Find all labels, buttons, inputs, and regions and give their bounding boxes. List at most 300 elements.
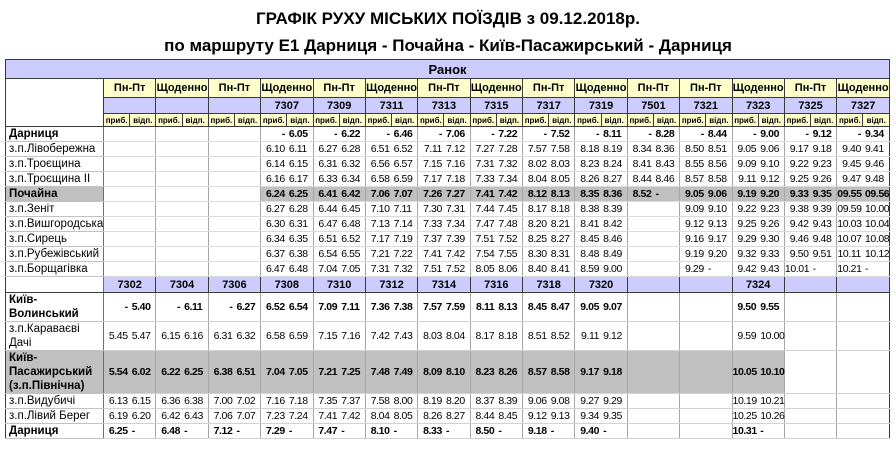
arrive-time-cell	[208, 127, 234, 142]
arrive-time-cell: 7.41	[470, 187, 496, 202]
schedule-type-cell: Пн-Пт	[313, 79, 365, 98]
arrive-time-cell: 5.54	[104, 351, 130, 394]
arrive-label: приб.	[837, 114, 863, 127]
arrive-time-cell	[104, 217, 130, 232]
train-number-cell	[784, 277, 836, 293]
depart-time-cell: -	[549, 424, 575, 439]
arrive-time-cell: 8.17	[523, 202, 549, 217]
train-number-cell: 7323	[732, 98, 784, 114]
arrive-time-cell	[680, 409, 706, 424]
arrive-time-cell: 6.51	[365, 142, 391, 157]
depart-time-cell: 7.22	[496, 127, 522, 142]
arrive-time-cell: -	[680, 127, 706, 142]
arrive-label: приб.	[732, 114, 758, 127]
arrive-time-cell	[156, 232, 182, 247]
arrive-time-cell: 9.34	[575, 409, 601, 424]
arrive-time-cell: -	[418, 127, 444, 142]
depart-time-cell	[653, 247, 679, 262]
arrive-label: приб.	[470, 114, 496, 127]
depart-time-cell: 7.37	[339, 394, 365, 409]
depart-time-cell	[811, 394, 837, 409]
depart-time-cell: 6.28	[339, 142, 365, 157]
arrive-time-cell	[680, 424, 706, 439]
depart-time-cell	[706, 394, 732, 409]
depart-time-cell	[234, 172, 260, 187]
depart-time-cell: 9.46	[863, 157, 890, 172]
depart-time-cell: 9.18	[811, 142, 837, 157]
arrive-time-cell: 8.52	[627, 187, 653, 202]
depart-time-cell: 6.42	[339, 187, 365, 202]
depart-time-cell	[130, 247, 156, 262]
arrive-time-cell: 9.29	[732, 232, 758, 247]
arrive-time-cell: 7.10	[365, 202, 391, 217]
schedule-type-cell: Щоденно	[261, 79, 313, 98]
arrive-time-cell	[104, 187, 130, 202]
depart-time-cell: 6.45	[339, 202, 365, 217]
arrive-time-cell: 7.57	[523, 142, 549, 157]
arrive-time-cell: 8.33	[418, 424, 444, 439]
arrive-time-cell: 9.25	[784, 172, 810, 187]
depart-time-cell: 8.27	[549, 232, 575, 247]
arrive-time-cell: 6.47	[313, 217, 339, 232]
arrive-time-cell: 8.35	[575, 187, 601, 202]
arrive-time-cell: 7.15	[418, 157, 444, 172]
depart-time-cell: 8.03	[549, 157, 575, 172]
arrive-time-cell	[208, 142, 234, 157]
arrive-time-cell	[837, 424, 863, 439]
arrive-time-cell: 9.09	[732, 157, 758, 172]
station-name-cell: Київ-Волинський	[6, 293, 104, 322]
arrive-time-cell: -	[261, 127, 287, 142]
arrive-time-cell: 6.58	[261, 322, 287, 351]
depart-time-cell: 7.12	[444, 142, 470, 157]
lower-section-rows	[6, 293, 890, 439]
station-row	[6, 394, 890, 409]
depart-time-cell	[182, 157, 208, 172]
arrive-time-cell	[837, 409, 863, 424]
schedule-type-cell: Щоденно	[732, 79, 784, 98]
depart-time-cell	[182, 202, 208, 217]
arrive-time-cell: -	[784, 127, 810, 142]
schedule-table-header	[6, 60, 890, 127]
depart-time-cell: 6.59	[287, 322, 313, 351]
arrive-time-cell: 6.14	[261, 157, 287, 172]
arrive-time-cell: 9.11	[732, 172, 758, 187]
depart-time-cell: 8.31	[549, 247, 575, 262]
arrive-label: приб.	[261, 114, 287, 127]
arrive-time-cell: 6.38	[208, 351, 234, 394]
page-title-block	[0, 5, 896, 59]
depart-time-cell: 8.13	[496, 293, 522, 322]
depart-time-cell: -	[339, 424, 365, 439]
train-number-cell: 7319	[575, 98, 627, 114]
station-row	[6, 127, 890, 142]
arrive-time-cell: 7.33	[418, 217, 444, 232]
depart-label: відп.	[549, 114, 575, 127]
arrive-time-cell: 9.22	[732, 202, 758, 217]
train-number-cell: 7309	[313, 98, 365, 114]
depart-time-cell: -	[811, 262, 837, 277]
depart-time-cell: 8.05	[392, 409, 418, 424]
arrive-time-cell: 8.40	[523, 262, 549, 277]
arrive-time-cell: 8.50	[470, 424, 496, 439]
depart-time-cell: 8.45	[496, 409, 522, 424]
depart-time-cell: 7.49	[392, 351, 418, 394]
arrive-time-cell	[837, 394, 863, 409]
arrive-time-cell: 8.12	[523, 187, 549, 202]
station-name-cell: Почайна	[6, 187, 104, 202]
arrive-time-cell: 7.44	[470, 202, 496, 217]
depart-time-cell	[863, 424, 890, 439]
arrive-time-cell: 9.42	[784, 217, 810, 232]
depart-time-cell: -	[130, 424, 156, 439]
depart-time-cell: 7.19	[392, 232, 418, 247]
arrive-time-cell: 9.12	[523, 409, 549, 424]
arrive-label: приб.	[313, 114, 339, 127]
schedule-type-cell: Щоденно	[575, 79, 627, 98]
depart-time-cell	[130, 187, 156, 202]
arrive-time-cell: 9.42	[732, 262, 758, 277]
depart-time-cell	[182, 187, 208, 202]
arrive-time-cell: 6.31	[313, 157, 339, 172]
schedule-type-cell: Пн-Пт	[680, 79, 732, 98]
depart-time-cell: 7.34	[496, 172, 522, 187]
depart-time-cell: 6.34	[339, 172, 365, 187]
arrive-time-cell: 6.51	[313, 232, 339, 247]
depart-time-cell: 8.43	[653, 157, 679, 172]
depart-time-cell: 9.13	[706, 217, 732, 232]
arrive-time-cell: 10.11	[837, 248, 861, 260]
depart-time-cell: 6.15	[287, 157, 313, 172]
arrive-time-cell	[627, 217, 653, 232]
arrive-time-cell	[784, 424, 810, 439]
depart-time-cell: -	[601, 424, 627, 439]
depart-time-cell: 7.02	[234, 394, 260, 409]
arrive-time-cell: 6.37	[261, 247, 287, 262]
station-name-cell: з.п.Борщагівка	[6, 262, 104, 277]
station-name-cell: Київ-Пасажирський (з.п.Північна)	[6, 351, 104, 394]
depart-time-cell	[130, 172, 156, 187]
schedule-table	[5, 59, 890, 439]
depart-time-cell	[234, 247, 260, 262]
depart-time-cell: 8.46	[653, 172, 679, 187]
depart-time-cell: 7.28	[496, 142, 522, 157]
arrive-time-cell: 8.20	[523, 217, 549, 232]
depart-time-cell: 8.28	[653, 127, 679, 142]
arrive-time-cell: 9.05	[575, 293, 601, 322]
arrive-depart-row	[6, 114, 890, 127]
arrive-time-cell: 6.15	[156, 322, 182, 351]
arrive-time-cell: 6.36	[156, 394, 182, 409]
depart-time-cell: 7.42	[339, 409, 365, 424]
depart-time-cell: 6.48	[339, 217, 365, 232]
arrive-time-cell: 6.27	[261, 202, 287, 217]
arrive-time-cell	[208, 172, 234, 187]
arrive-time-cell: 7.33	[470, 172, 496, 187]
depart-time-cell	[653, 217, 679, 232]
arrive-time-cell: 7.35	[313, 394, 339, 409]
arrive-time-cell	[208, 262, 234, 277]
depart-time-cell: 7.39	[444, 232, 470, 247]
arrive-time-cell: -	[837, 127, 863, 142]
arrive-time-cell: 10.31	[732, 425, 757, 437]
arrive-time-cell: 10.05	[732, 351, 758, 394]
depart-time-cell: 9.55	[758, 293, 784, 322]
arrive-time-cell: 8.23	[575, 157, 601, 172]
depart-time-cell: 7.34	[444, 217, 470, 232]
station-row	[6, 157, 890, 172]
depart-time-cell: 8.41	[549, 262, 575, 277]
station-name-cell: з.п.Вишгородська	[6, 217, 104, 232]
arrive-label: приб.	[627, 114, 653, 127]
arrive-label: приб.	[523, 114, 549, 127]
depart-time-cell: 7.27	[444, 187, 470, 202]
arrive-time-cell	[837, 293, 863, 322]
depart-label: відп.	[601, 114, 627, 127]
arrive-time-cell: 7.57	[418, 293, 444, 322]
arrive-time-cell	[156, 262, 182, 277]
depart-time-cell: 9.23	[758, 202, 784, 217]
depart-time-cell: 7.32	[392, 262, 418, 277]
depart-time-cell: 9.35	[601, 409, 627, 424]
depart-time-cell	[182, 232, 208, 247]
arrive-time-cell: 9.18	[523, 424, 549, 439]
schedule-type-cell: Щоденно	[837, 79, 890, 98]
depart-time-cell: 6.20	[130, 409, 156, 424]
depart-time-cell: 8.11	[601, 127, 627, 142]
arrive-time-cell	[627, 424, 653, 439]
arrive-time-cell	[104, 157, 130, 172]
arrive-time-cell: 8.11	[470, 293, 496, 322]
depart-time-cell: 6.02	[130, 351, 156, 394]
station-row	[6, 247, 890, 262]
arrive-time-cell: 6.56	[365, 157, 391, 172]
depart-time-cell: 9.43	[811, 217, 837, 232]
arrive-time-cell: 10.21	[837, 263, 862, 275]
depart-time-cell	[653, 262, 679, 277]
depart-time-cell: 7.42	[496, 187, 522, 202]
depart-time-cell	[706, 424, 732, 439]
arrive-time-cell: 8.34	[627, 142, 653, 157]
depart-time-cell: 8.39	[496, 394, 522, 409]
arrive-time-cell: 7.29	[261, 424, 287, 439]
arrive-time-cell	[784, 293, 810, 322]
arrive-time-cell: 8.04	[365, 409, 391, 424]
depart-time-cell	[863, 351, 890, 394]
arrive-time-cell: 7.48	[365, 351, 391, 394]
depart-time-cell: 8.06	[496, 262, 522, 277]
depart-time-cell: 7.16	[339, 322, 365, 351]
arrive-time-cell: 6.41	[313, 187, 339, 202]
arrive-time-cell: 8.38	[575, 202, 601, 217]
arrive-time-cell: 9.40	[837, 142, 863, 157]
depart-time-cell: 9.48	[811, 232, 837, 247]
arrive-time-cell: 7.09	[313, 293, 339, 322]
arrive-time-cell	[627, 409, 653, 424]
arrive-time-cell	[104, 262, 130, 277]
depart-time-cell: 7.55	[496, 247, 522, 262]
arrive-label: приб.	[575, 114, 601, 127]
schedule-title: ГРАФІК РУХУ МІСЬКИХ ПОЇЗДІВ з 09.12.2018р.	[255, 9, 640, 28]
arrive-time-cell	[627, 322, 653, 351]
depart-time-cell: 6.48	[287, 262, 313, 277]
depart-time-cell: 9.10	[706, 202, 732, 217]
station-name-cell: з.п.Троєщина	[6, 157, 104, 172]
arrive-time-cell: 7.17	[365, 232, 391, 247]
depart-time-cell	[653, 351, 679, 394]
arrive-time-cell: 8.02	[523, 157, 549, 172]
depart-time-cell: 10.08	[864, 233, 890, 245]
arrive-time-cell: 6.30	[261, 217, 287, 232]
depart-time-cell	[653, 322, 679, 351]
arrive-time-cell: 6.47	[261, 262, 287, 277]
station-row	[6, 202, 890, 217]
arrive-time-cell: 6.54	[313, 247, 339, 262]
depart-time-cell: -	[653, 187, 679, 202]
depart-time-cell: 8.18	[496, 322, 522, 351]
train-number-cell: 7311	[365, 98, 417, 114]
arrive-time-cell: 09.59	[837, 203, 862, 215]
arrive-time-cell	[156, 172, 182, 187]
schedule-type-cell: Пн-Пт	[627, 79, 679, 98]
train-number-cell	[156, 98, 208, 114]
arrive-time-cell: 6.58	[365, 172, 391, 187]
depart-label: відп.	[811, 114, 837, 127]
train-number-cell	[627, 277, 679, 293]
depart-time-cell: 6.28	[287, 202, 313, 217]
depart-time-cell: 8.36	[601, 187, 627, 202]
depart-time-cell: 9.20	[758, 187, 784, 202]
depart-time-cell	[863, 293, 890, 322]
depart-time-cell: 6.17	[287, 172, 313, 187]
arrive-time-cell: 7.12	[208, 424, 234, 439]
station-name-cell: з.п.Рубежівський	[6, 247, 104, 262]
arrive-time-cell	[208, 217, 234, 232]
arrive-time-cell: 6.19	[104, 409, 130, 424]
arrive-time-cell: 9.59	[732, 322, 758, 351]
arrive-time-cell: 8.44	[627, 172, 653, 187]
arrive-time-cell	[104, 232, 130, 247]
depart-time-cell: 8.04	[444, 322, 470, 351]
arrive-time-cell: 7.16	[261, 394, 287, 409]
arrive-time-cell: 7.31	[365, 262, 391, 277]
depart-time-cell: -	[496, 424, 522, 439]
arrive-time-cell: 8.59	[575, 262, 601, 277]
arrive-time-cell: 9.19	[732, 187, 758, 202]
depart-time-cell: 7.48	[496, 217, 522, 232]
depart-time-cell: 7.18	[287, 394, 313, 409]
arrive-time-cell	[104, 127, 130, 142]
schedule-type-cell: Пн-Пт	[784, 79, 836, 98]
arrive-time-cell: 7.21	[365, 247, 391, 262]
depart-time-cell	[811, 409, 837, 424]
schedule-type-cell: Щоденно	[156, 79, 208, 98]
train-number-cell: 7307	[261, 98, 313, 114]
depart-time-cell	[130, 262, 156, 277]
depart-time-cell: 8.58	[549, 351, 575, 394]
arrive-time-cell: 8.44	[470, 409, 496, 424]
station-row	[6, 351, 890, 394]
arrive-time-cell: 9.45	[837, 157, 863, 172]
depart-label: відп.	[339, 114, 365, 127]
train-number-cell: 7325	[784, 98, 836, 114]
depart-time-cell: 7.42	[444, 247, 470, 262]
arrive-time-cell	[156, 127, 182, 142]
arrive-time-cell: 10.25	[732, 410, 757, 422]
depart-time-cell: 9.51	[811, 247, 837, 262]
depart-time-cell: 9.06	[758, 142, 784, 157]
depart-time-cell: 9.34	[863, 127, 890, 142]
depart-time-cell: 8.42	[601, 217, 627, 232]
depart-time-cell: -	[182, 424, 208, 439]
train-number-cell: 7316	[470, 277, 522, 293]
depart-time-cell: 8.56	[706, 157, 732, 172]
depart-time-cell	[653, 293, 679, 322]
depart-label: відп.	[287, 114, 313, 127]
depart-time-cell: 6.59	[392, 172, 418, 187]
depart-time-cell: 6.11	[182, 293, 208, 322]
depart-time-cell: -	[234, 424, 260, 439]
arrive-time-cell: 7.36	[365, 293, 391, 322]
train-number-cell	[208, 98, 260, 114]
arrive-time-cell: 7.17	[418, 172, 444, 187]
arrive-time-cell: 6.10	[261, 142, 287, 157]
depart-time-cell	[811, 322, 837, 351]
depart-time-cell: 8.27	[444, 409, 470, 424]
depart-time-cell: 7.11	[392, 202, 418, 217]
depart-time-cell: 10.26	[760, 410, 785, 422]
depart-time-cell	[706, 322, 732, 351]
arrive-time-cell: 8.17	[470, 322, 496, 351]
depart-label: відп.	[758, 114, 784, 127]
depart-time-cell: 9.17	[706, 232, 732, 247]
depart-label: відп.	[496, 114, 522, 127]
schedule-type-cell: Пн-Пт	[418, 79, 470, 98]
arrive-time-cell: 8.41	[627, 157, 653, 172]
arrive-time-cell	[627, 293, 653, 322]
depart-label: відп.	[706, 114, 732, 127]
arrive-time-cell: 9.50	[784, 247, 810, 262]
arrive-time-cell: 9.22	[784, 157, 810, 172]
depart-time-cell	[811, 351, 837, 394]
depart-time-cell: 9.30	[758, 232, 784, 247]
arrive-time-cell: 7.04	[313, 262, 339, 277]
arrive-time-cell: 6.33	[313, 172, 339, 187]
depart-time-cell: 8.00	[392, 394, 418, 409]
upper-section-rows	[6, 127, 890, 277]
depart-time-cell	[811, 293, 837, 322]
arrive-time-cell: 7.00	[208, 394, 234, 409]
arrive-time-cell: 9.11	[575, 322, 601, 351]
arrive-time-cell	[784, 409, 810, 424]
depart-time-cell: 8.49	[601, 247, 627, 262]
depart-time-cell: 8.21	[549, 217, 575, 232]
depart-time-cell: 10.21	[760, 395, 785, 407]
train-number-cell: 7310	[313, 277, 365, 293]
depart-time-cell	[863, 322, 890, 351]
arrive-label: приб.	[680, 114, 706, 127]
arrive-time-cell	[208, 202, 234, 217]
depart-time-cell: 7.59	[444, 293, 470, 322]
arrive-time-cell: 09.55	[837, 188, 862, 200]
depart-time-cell: 7.58	[549, 142, 575, 157]
depart-time-cell	[234, 187, 260, 202]
depart-time-cell: 9.18	[601, 351, 627, 394]
arrive-label: приб.	[365, 114, 391, 127]
arrive-time-cell: 9.05	[732, 142, 758, 157]
depart-time-cell: 9.33	[758, 247, 784, 262]
depart-time-cell	[130, 202, 156, 217]
